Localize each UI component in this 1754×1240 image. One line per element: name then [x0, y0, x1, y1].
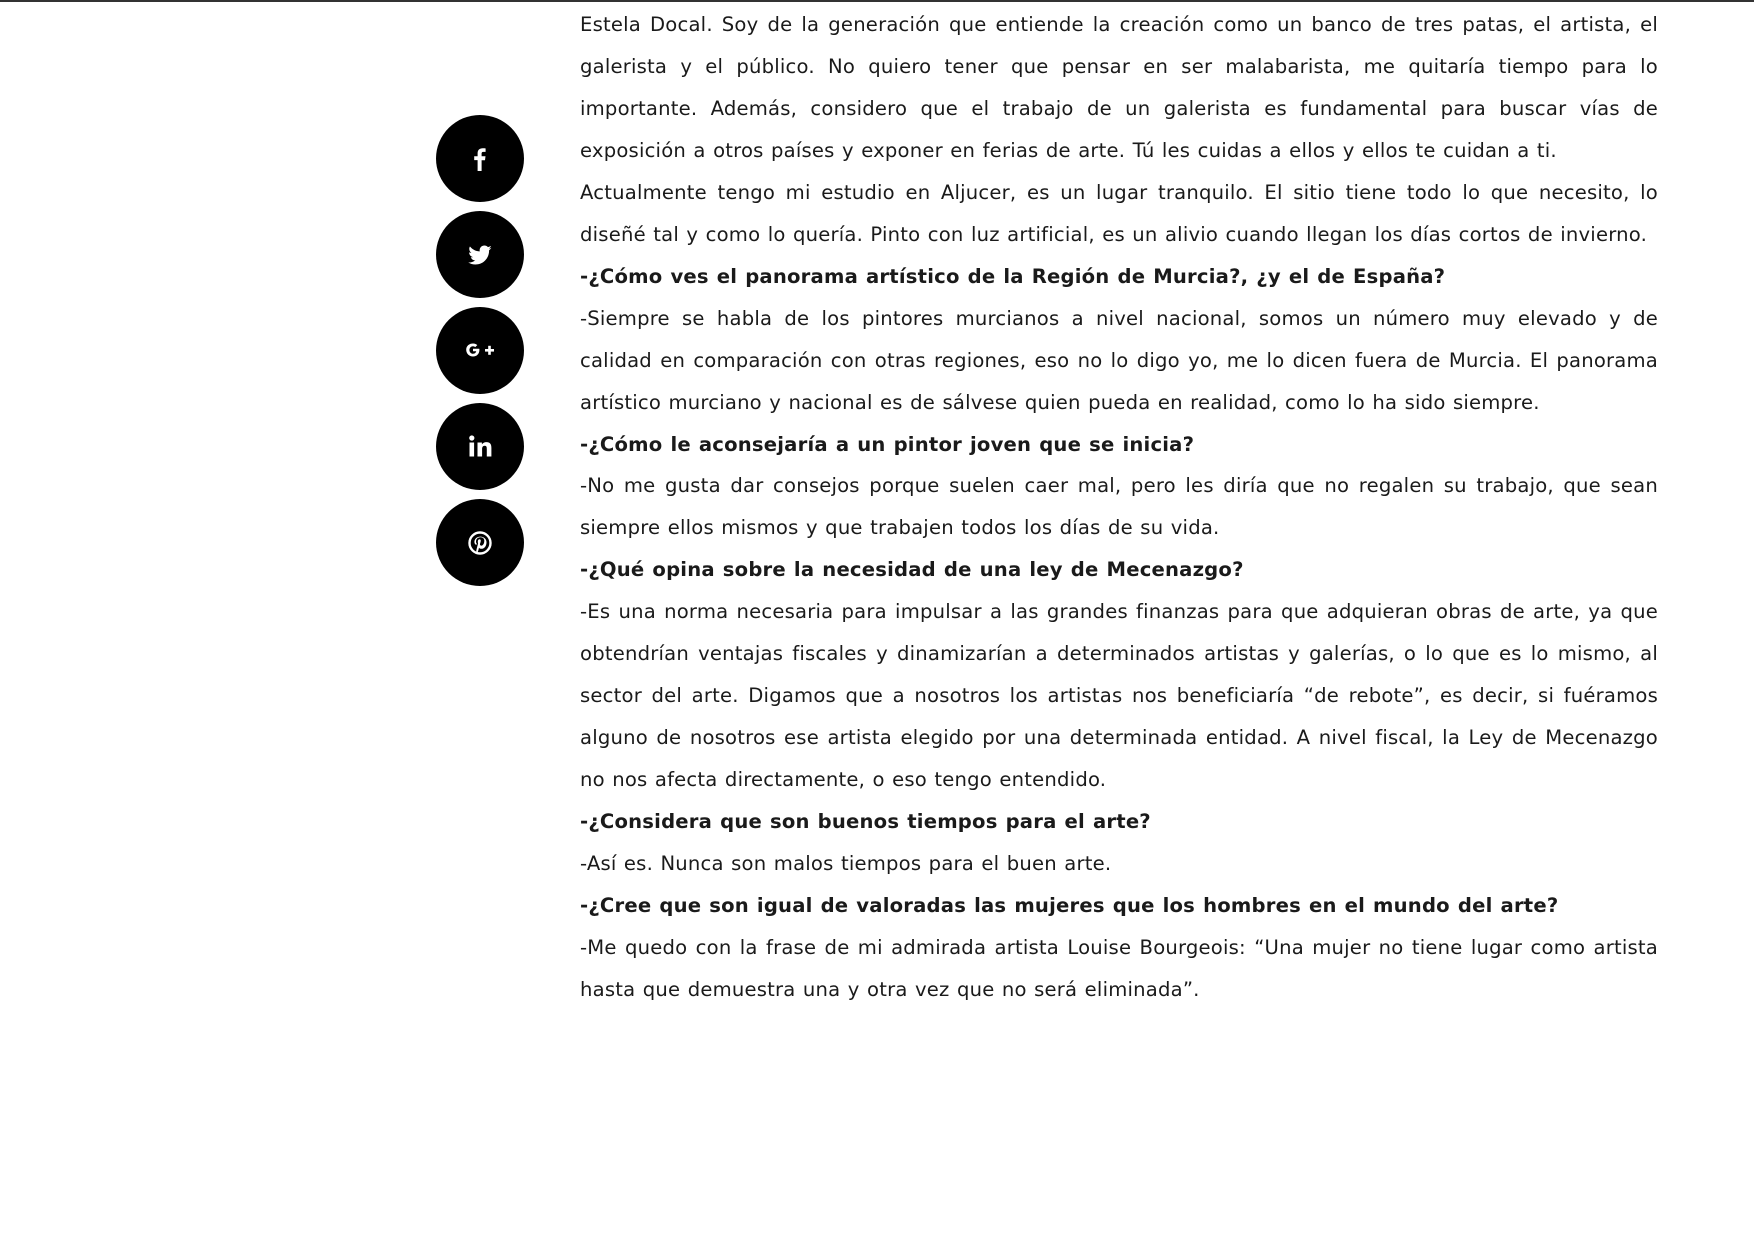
- question-heading: -¿Cree que son igual de valoradas las mujeres que los hombres en el mundo del arte?: [580, 894, 1559, 918]
- share-google-plus-button[interactable]: [436, 307, 524, 394]
- answer-paragraph: -Me quedo con la frase de mi admirada artista Louise Bourgeois: “Una mujer no tiene lugar como artista hasta que demuestra una y otra vez que no será eliminada”.: [580, 935, 1658, 1001]
- question-heading: -¿Cómo le aconsejaría a un pintor joven que se inicia?: [580, 432, 1195, 456]
- linkedin-icon: [465, 432, 495, 462]
- answer-paragraph: -Así es. Nunca son malos tiempos para el buen arte.: [580, 852, 1112, 876]
- share-linkedin-button[interactable]: [436, 403, 524, 490]
- twitter-icon: [466, 241, 494, 269]
- top-divider: [0, 0, 1754, 2]
- interview-article: [580, 4, 1658, 1011]
- answer-paragraph: Actualmente tengo mi estudio en Aljucer, es un lugar tranquilo. El sitio tiene todo lo que necesito, lo diseñé tal y como lo quería. Pinto con luz artificial, es un alivio cuando llegan los días cortos de invierno.: [580, 180, 1658, 246]
- answer-paragraph: -No me gusta dar consejos porque suelen caer mal, pero les diría que no regalen su trabajo, que sean siempre ellos mismos y que trabajen todos los días de su vida.: [580, 474, 1658, 540]
- share-facebook-button[interactable]: [436, 115, 524, 202]
- question-heading: -¿Qué opina sobre la necesidad de una ley de Mecenazgo?: [580, 558, 1244, 582]
- facebook-icon: [465, 144, 495, 174]
- pinterest-icon: [467, 530, 493, 556]
- question-heading: -¿Considera que son buenos tiempos para el arte?: [580, 810, 1151, 834]
- google-plus-icon: [461, 338, 499, 364]
- answer-paragraph: -Siempre se habla de los pintores murcianos a nivel nacional, somos un número muy elevado y de calidad en comparación con otras regiones, eso no lo digo yo, me lo dicen fuera de Murcia. El panorama artístico murciano y nacional es de sálvese quien pueda en realidad, como lo ha sido siempre.: [580, 306, 1658, 414]
- share-pinterest-button[interactable]: [436, 499, 524, 586]
- question-heading: -¿Cómo ves el panorama artístico de la Región de Murcia?, ¿y el de España?: [580, 264, 1446, 288]
- answer-paragraph: Estela Docal. Soy de la generación que entiende la creación como un banco de tres patas, el artista, el galerista y el público. No quiero tener que pensar en ser malabarista, me quitaría tiempo para lo importante. Además, considero que el trabajo de un galerista es fundamental para buscar vías de exposición a otros países y exponer en ferias de arte. Tú les cuidas a ellos y ellos te cuidan a ti.: [580, 13, 1658, 162]
- social-share-bar: [436, 115, 524, 586]
- share-twitter-button[interactable]: [436, 211, 524, 298]
- answer-paragraph: -Es una norma necesaria para impulsar a las grandes finanzas para que adquieran obras de arte, ya que obtendrían ventajas fiscales y dinamizarían a determinados artistas y galerías, o lo que es lo mismo, al sector del arte. Digamos que a nosotros los artistas nos beneficiaría “de rebote”, es decir, si fuéramos alguno de nosotros ese artista elegido por una determinada entidad. A nivel fiscal, la Ley de Mecenazgo no nos afecta directamente, o eso tengo entendido.: [580, 600, 1658, 792]
